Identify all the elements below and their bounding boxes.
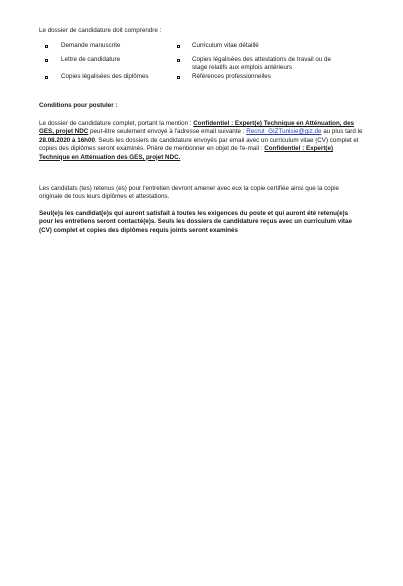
- list-item: Copies légalisées des attestations de travail ou de: [192, 56, 331, 63]
- list-item: Curriculum vitae détaillé: [192, 42, 259, 49]
- conditions-text: peut-être seulement envoyé à l'adresse email suivante :: [88, 128, 247, 136]
- conditions-text: au plus tard le: [321, 128, 363, 136]
- checkbox-bullet-icon: [45, 76, 48, 79]
- checkbox-bullet-icon: [177, 76, 180, 79]
- checkbox-bullet-icon: [177, 45, 180, 48]
- email-link[interactable]: Recrut_GIZTunisie@giz.de: [246, 128, 322, 136]
- list-item: Références professionnelles: [192, 73, 271, 80]
- checkbox-bullet-icon: [45, 59, 48, 62]
- conditions-heading: Conditions pour postuler :: [39, 102, 118, 109]
- list-item: Lettre de candidature: [61, 56, 121, 63]
- conditions-text: . Seuls les dossiers de candidature envoyés par email avec un curriculum vitae (CV) complet et copies des diplômes seront examinés. Prière de mentionner en objet de l'e-mail :: [39, 136, 359, 153]
- list-item-continuation: stage relatifs aux emplois antérieurs: [192, 64, 293, 71]
- confidential-reference: Confidentiel : Expert(e) Technique en Atténuation, des GES, projet NDC: [39, 120, 355, 136]
- intro-text: Le dossier de candidature doit comprendre :: [39, 27, 162, 34]
- checkbox-bullet-icon: [45, 45, 48, 48]
- interview-paragraph: Les candidats (tes) retenus (es) pour l'entretien devront amener avec eux la copie certifiée ainsi que la copie originale de tous leurs diplômes et attestations.: [39, 185, 339, 201]
- checkbox-bullet-icon: [177, 59, 180, 62]
- confidential-reference: Confidentiel : Expert(e) Technique en Atténuation des GES, projet NDC.: [39, 145, 334, 161]
- selection-paragraph: Seul(e)s les candidat(e)s qui auront satisfait à toutes les exigences du poste et qui auront été retenu(e)s pour les entretiens seront contacté(e)s. Seuls les dossiers de candidature reçus avec un curriculum vitae (CV) complet et copies des diplômes requis joints seront examinés: [39, 210, 352, 234]
- deadline-date: 28.08.2020 à 16h00: [39, 136, 95, 144]
- conditions-paragraph: [39, 120, 363, 162]
- list-item: Copies légalisées des diplômes: [61, 73, 149, 80]
- conditions-text: Le dossier de candidature complet, portant la mention :: [39, 120, 194, 127]
- list-item: Demande manuscrite: [61, 42, 121, 49]
